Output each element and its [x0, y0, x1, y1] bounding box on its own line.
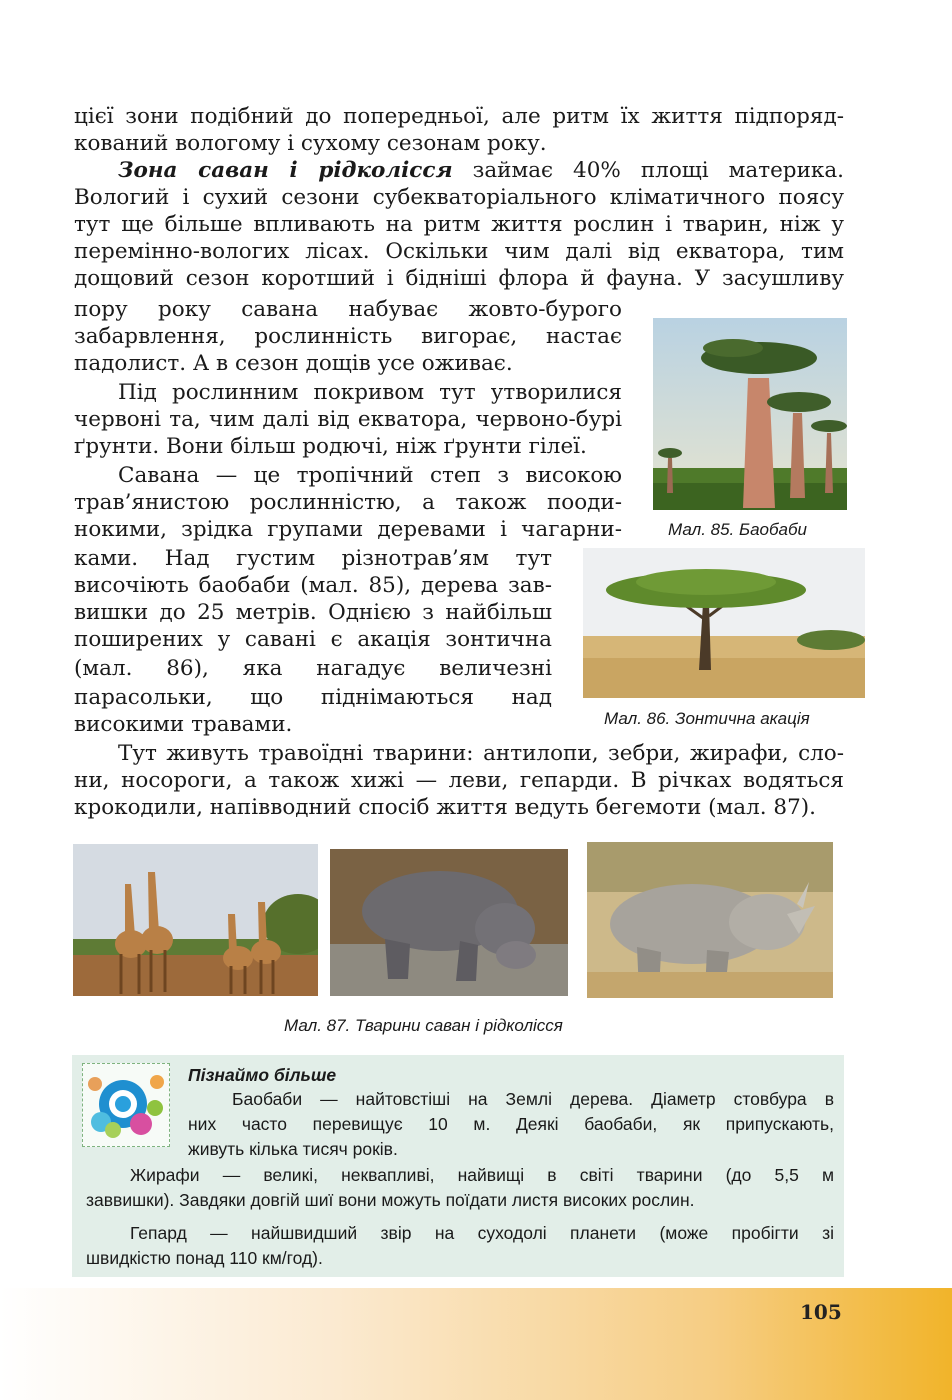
learn-more-line: заввишки). Завдяки довгій шиї вони можуть поїдати листя високих рослин. — [86, 1190, 695, 1210]
text-line: кований вологому і сухому сезонам року. — [74, 131, 547, 156]
text-line: дощовий сезон коротший і бідніші флора й фауна. У засушливу — [74, 266, 844, 291]
text-line: поширених у савані є акація зонтична — [74, 627, 552, 652]
text-line: височіють баобаби (мал. 85), дерева зав- — [74, 573, 552, 598]
learn-more-line: Баобаби — найтовстіші на Землі дерева. Діаметр стовбура в — [232, 1089, 834, 1109]
text-line: Тут живуть травоїдні тварини: антилопи, зебри, жирафи, сло- — [118, 741, 844, 766]
text-line: забарвлення, рослинність вигорає, настає — [74, 324, 622, 349]
text-line: високими травами. — [74, 712, 293, 737]
text-line: парасольки, що піднімаються над — [74, 685, 552, 710]
acacia-photo — [583, 548, 865, 698]
hippo-photo — [330, 849, 568, 996]
learn-more-icon — [82, 1063, 170, 1147]
text-line: ни, носороги, а також хижі — леви, гепарди. В річках водяться — [74, 768, 844, 793]
text-line: (мал. 86), яка нагадує величезні — [74, 656, 552, 681]
highlight-term: Зона саван і рідколісся — [118, 158, 453, 183]
text-line-rest: займає 40% площі материка. — [472, 158, 844, 183]
text-line: пору року савана набуває жовто-бурого — [74, 297, 622, 322]
learn-more-box — [72, 1055, 844, 1277]
text-line: вишки до 25 метрів. Однією з найбільш — [74, 600, 552, 625]
learn-more-line: Гепард — найшвидший звір на суходолі планети (може пробігти зі — [130, 1223, 834, 1243]
learn-more-line: них часто перевищує 10 м. Деякі баобаби, як припускають, — [188, 1114, 834, 1134]
rhino-photo — [587, 842, 833, 998]
text-line: ками. Над густим різнотрав’ям тут — [74, 546, 552, 571]
figure-caption: Мал. 85. Баобаби — [668, 520, 808, 539]
figure-caption: Мал. 86. Зонтична акація — [604, 709, 810, 728]
text-line: трав’янистою рослинністю, а також пооди- — [74, 490, 622, 515]
text-line: нокими, зрідка групами деревами і чагарни- — [74, 517, 622, 542]
text-line: ґрунти. Вони більш родючі, ніж ґрунти гілеї. — [74, 434, 587, 459]
learn-more-line: живуть кілька тисяч років. — [188, 1139, 398, 1159]
giraffes-photo — [73, 844, 318, 996]
text-line-term — [118, 157, 844, 184]
learn-more-line: Жирафи — великі, неквапливі, найвищі в світі тварини (до 5,5 м — [130, 1165, 834, 1185]
figure-caption: Мал. 87. Тварини саван і рідколісся — [284, 1016, 563, 1035]
text-line: падолист. А в сезон дощів усе оживає. — [74, 351, 513, 376]
text-line: цієї зони подібний до попередньої, але ритм їх життя підпоряд- — [74, 104, 844, 129]
text-line: крокодили, напівводний спосіб життя ведуть бегемоти (мал. 87). — [74, 795, 816, 820]
text-line: Під рослинним покривом тут утворилися — [118, 380, 622, 405]
page-number: 105 — [800, 1300, 842, 1324]
learn-more-title: Пізнаймо більше — [188, 1065, 337, 1085]
baobab-photo — [653, 318, 847, 510]
text-line: Савана — це тропічний степ з високою — [118, 463, 622, 488]
text-line: перемінно-вологих лісах. Оскільки чим далі від екватора, тим — [74, 239, 844, 264]
learn-more-line: швидкістю понад 110 км/год). — [86, 1248, 323, 1268]
text-line: червоні та, чим далі від екватора, червоно-бурі — [74, 407, 622, 432]
text-line: тут ще більше впливають на ритм життя рослин і тварин, ніж у — [74, 212, 844, 237]
text-line: Вологий і сухий сезони субекваторіального кліматичного поясу — [74, 185, 844, 210]
